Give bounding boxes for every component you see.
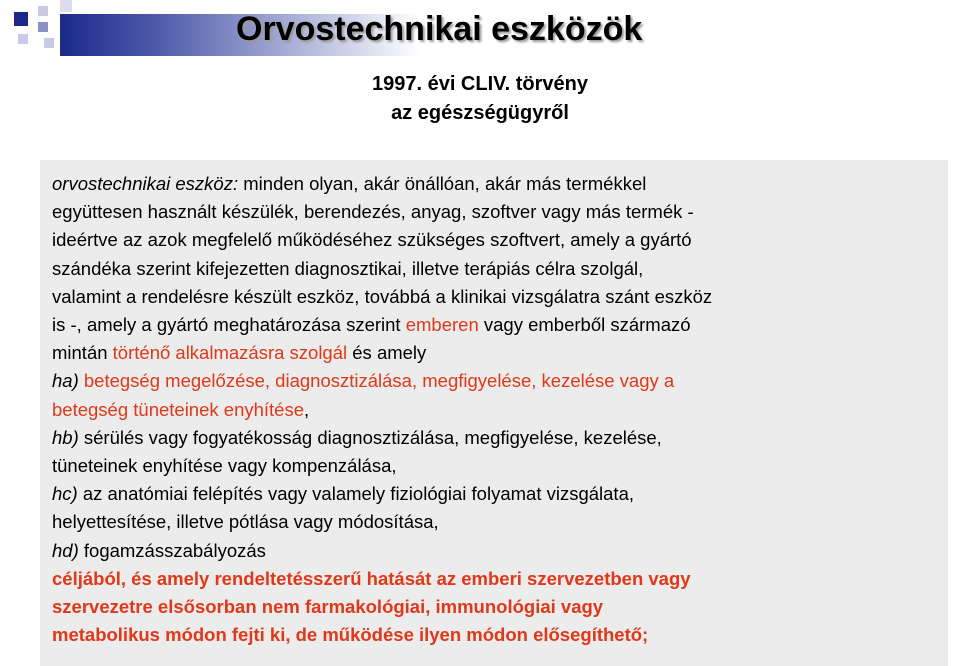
text-line: szándéka szerint kifejezetten diagnosztikai, illetve terápiás célra szolgál, bbox=[52, 257, 644, 279]
highlight: történő alkalmazásra szolgál bbox=[112, 342, 348, 364]
text-line: hb) sérülés vagy fogyatékosság diagnosztizálása, megfigyelése, kezelése, bbox=[52, 426, 662, 448]
point-marker: hc) bbox=[52, 483, 78, 505]
page-title: Orvostechnikai eszközök bbox=[236, 10, 643, 48]
definition-text bbox=[52, 170, 942, 649]
subtitle-line-1: 1997. évi CLIV. törvény bbox=[371, 73, 589, 95]
text-line: hd) fogamzásszabályozás bbox=[52, 539, 266, 561]
highlight: betegség tüneteinek enyhítése bbox=[52, 398, 304, 420]
text-line: szervezetre elsősorban nem farmakológiai, immunológiai vagy bbox=[52, 596, 604, 618]
text-line: betegség tüneteinek enyhítése, bbox=[52, 398, 310, 420]
point-marker: ha) bbox=[52, 370, 79, 392]
text-line: valamint a rendelésre készült eszköz, továbbá a klinikai vizsgálatra szánt eszköz bbox=[52, 285, 713, 307]
decor-square bbox=[60, 0, 72, 12]
text-line: tüneteinek enyhítése vagy kompenzálása, bbox=[52, 455, 397, 477]
text-line: mintán történő alkalmazásra szolgál és amely bbox=[52, 342, 427, 364]
text-line: hc) az anatómiai felépítés vagy valamely fiziológiai folyamat vizsgálata, bbox=[52, 483, 635, 505]
point-marker: hb) bbox=[52, 426, 79, 448]
decor-square bbox=[44, 38, 54, 48]
text-line: metabolikus módon fejti ki, de működése ilyen módon elősegíthető; bbox=[52, 624, 649, 646]
point-marker: hd) bbox=[52, 539, 79, 561]
highlight: betegség megelőzése, diagnosztizálása, megfigyelése, kezelése vagy a bbox=[78, 370, 675, 392]
text-line: orvostechnikai eszköz: minden olyan, akár önállóan, akár más termékkel bbox=[52, 173, 647, 194]
subtitle bbox=[0, 70, 960, 128]
text-line: céljából, és amely rendeltetésszerű hatását az emberi szervezetben vagy bbox=[52, 567, 691, 589]
term: orvostechnikai eszköz: bbox=[52, 173, 239, 194]
text-line bbox=[52, 367, 942, 395]
text-line: helyettesítése, illetve pótlása vagy módosítása, bbox=[52, 511, 439, 533]
decor-square bbox=[18, 34, 28, 44]
subtitle-line-2: az egészségügyről bbox=[391, 102, 569, 124]
decor-square bbox=[38, 6, 48, 16]
decor-square bbox=[14, 12, 28, 26]
text-line: együttesen használt készülék, berendezés, anyag, szoftver vagy más termék - bbox=[52, 201, 694, 223]
text-line: is -, amely a gyártó meghatározása szerint emberen vagy emberből származó bbox=[52, 314, 691, 336]
decor-square bbox=[38, 22, 48, 32]
highlight: emberen bbox=[405, 314, 479, 336]
text-line: ideértve az azok megfelelő működéséhez szükséges szoftvert, amely a gyártó bbox=[52, 229, 692, 251]
